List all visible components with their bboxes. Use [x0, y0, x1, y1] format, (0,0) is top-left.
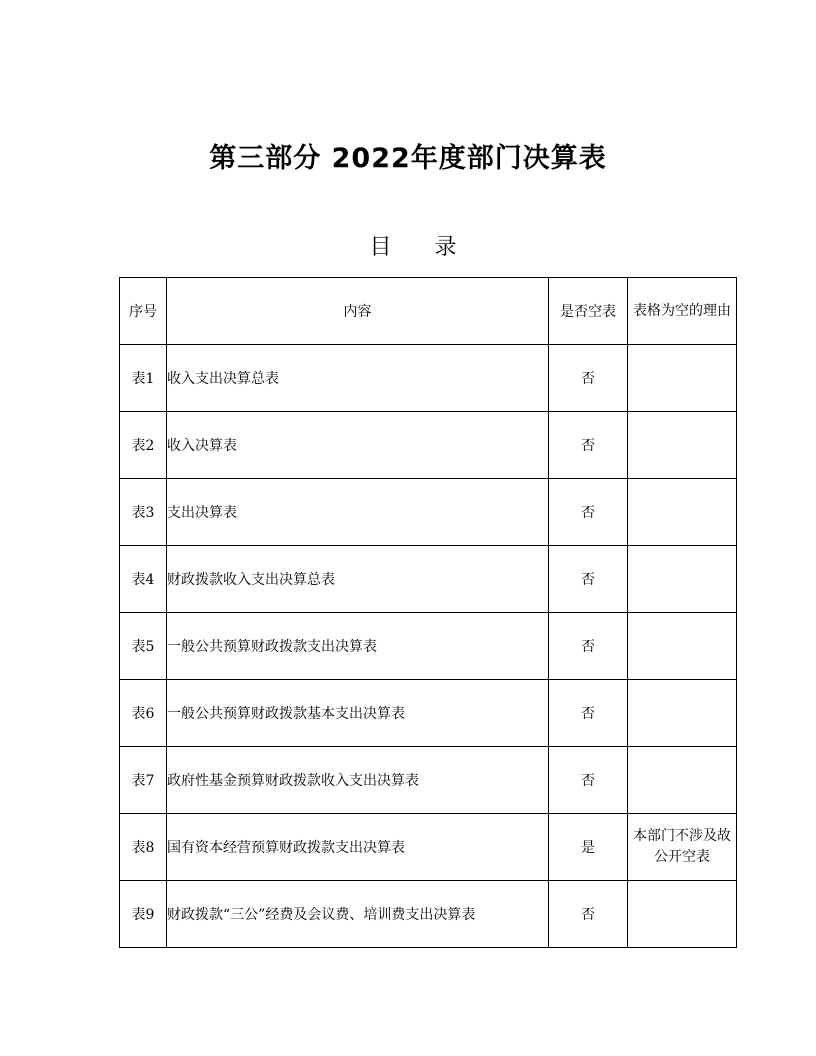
row-no: 表6 — [120, 680, 167, 747]
row-content: 国有资本经营预算财政拨款支出决算表 — [167, 814, 549, 881]
table-row — [120, 680, 737, 747]
row-is-empty: 否 — [549, 613, 628, 680]
row-is-empty: 否 — [549, 881, 628, 948]
row-is-empty: 否 — [549, 479, 628, 546]
row-content: 一般公共预算财政拨款基本支出决算表 — [167, 680, 549, 747]
row-content: 一般公共预算财政拨款支出决算表 — [167, 613, 549, 680]
page-title: 第三部分 2022年度部门决算表 — [209, 143, 607, 174]
contents-table — [119, 277, 737, 948]
section-title: 目 录 — [369, 235, 475, 260]
table-row — [120, 814, 737, 881]
row-reason — [628, 546, 737, 613]
row-reason: 本部门不涉及故公开空表 — [628, 814, 737, 881]
row-no: 表4 — [120, 546, 167, 613]
row-is-empty: 否 — [549, 546, 628, 613]
table-row — [120, 479, 737, 546]
row-content: 收入决算表 — [167, 412, 549, 479]
table-row — [120, 747, 737, 814]
row-content: 收入支出决算总表 — [167, 345, 549, 412]
row-no: 表7 — [120, 747, 167, 814]
table-row — [120, 412, 737, 479]
row-content: 财政拨款收入支出决算总表 — [167, 546, 549, 613]
header-no: 序号 — [120, 278, 167, 345]
row-reason — [628, 412, 737, 479]
table-row — [120, 881, 737, 948]
row-is-empty: 否 — [549, 412, 628, 479]
row-reason — [628, 613, 737, 680]
row-content: 支出决算表 — [167, 479, 549, 546]
row-content: 财政拨款“三公”经费及会议费、培训费支出决算表 — [167, 881, 549, 948]
row-no: 表5 — [120, 613, 167, 680]
row-no: 表2 — [120, 412, 167, 479]
row-no: 表8 — [120, 814, 167, 881]
table-header-row — [120, 278, 737, 345]
row-reason — [628, 479, 737, 546]
row-is-empty: 否 — [549, 680, 628, 747]
row-reason — [628, 680, 737, 747]
row-reason — [628, 747, 737, 814]
table-row — [120, 345, 737, 412]
row-is-empty: 否 — [549, 747, 628, 814]
row-reason — [628, 345, 737, 412]
row-no: 表1 — [120, 345, 167, 412]
row-is-empty: 否 — [549, 345, 628, 412]
header-reason: 表格为空的理由 — [628, 278, 737, 345]
row-no: 表3 — [120, 479, 167, 546]
row-reason — [628, 881, 737, 948]
row-is-empty: 是 — [549, 814, 628, 881]
row-content: 政府性基金预算财政拨款收入支出决算表 — [167, 747, 549, 814]
table-row — [120, 613, 737, 680]
row-no: 表9 — [120, 881, 167, 948]
header-content: 内容 — [167, 278, 549, 345]
header-is-empty: 是否空表 — [549, 278, 628, 345]
table-row — [120, 546, 737, 613]
